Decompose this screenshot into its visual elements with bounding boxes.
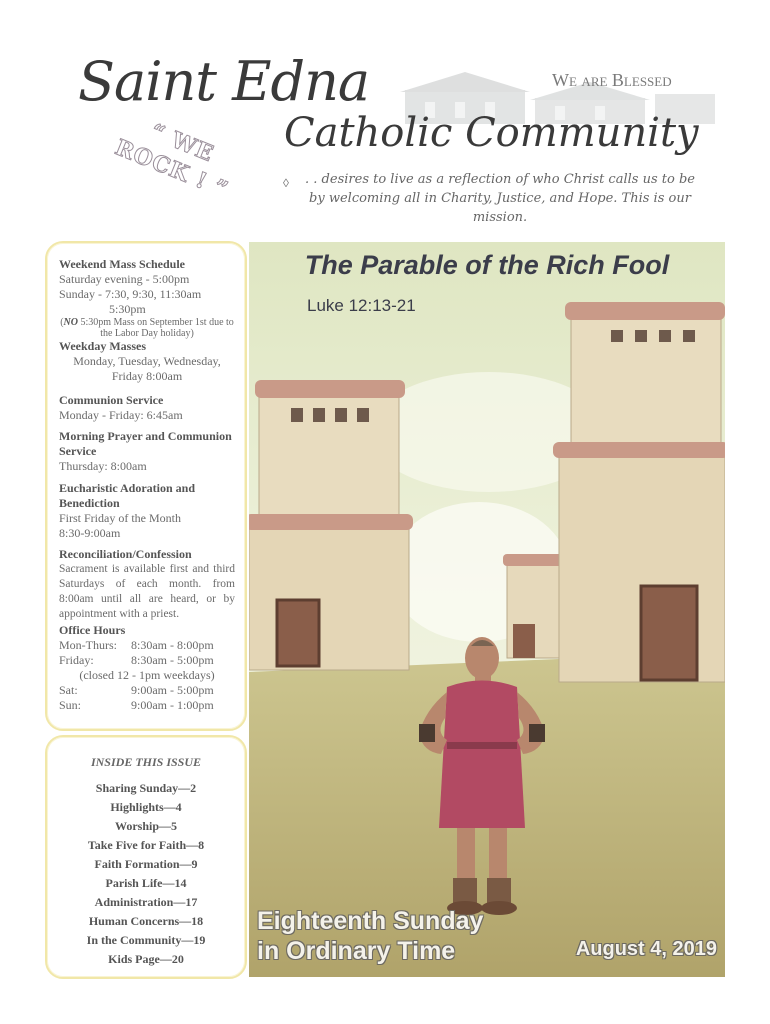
bulletin-date: August 4, 2019 <box>575 938 717 960</box>
adoration-section <box>59 481 235 541</box>
weekday-mass-heading: Weekday Masses <box>59 339 146 353</box>
office-time: 9:00am - 5:00pm <box>131 683 214 697</box>
tagline-we-are-blessed: We are Blessed <box>552 70 672 90</box>
cover-illustration <box>249 242 725 977</box>
reconciliation-text: Sacrament is available first and third Saturdays of each month. from 8:00am until all are heard, or by appointment with a priest. <box>59 563 235 620</box>
inside-this-issue-heading: INSIDE THIS ISSUE <box>90 755 202 769</box>
diamond-bullet-icon: ◊ <box>283 176 289 190</box>
sunday-title-line2: in Ordinary Time <box>257 937 456 965</box>
issue-list <box>47 779 245 969</box>
holiday-note: (NO 5:30pm Mass on September 1st due to the Labor Day holiday) <box>60 317 234 339</box>
mass-schedule-box <box>45 241 247 731</box>
holiday-note-no: NO <box>63 317 78 328</box>
issue-item: Administration—17 <box>94 895 198 909</box>
adoration-time: 8:30-9:00am <box>59 526 121 540</box>
left-tower <box>249 380 413 670</box>
morning-prayer-section <box>59 429 235 474</box>
parish-title-line2: Catholic Community <box>284 110 699 156</box>
issue-item: In the Community—19 <box>86 933 206 947</box>
office-hours-row <box>59 638 235 653</box>
office-hours-row <box>59 668 235 683</box>
office-time: (closed 12 - 1pm weekdays) <box>79 668 215 682</box>
office-time: 8:30am - 8:00pm <box>131 638 214 652</box>
right-tower <box>553 302 725 682</box>
issue-item: Faith Formation—9 <box>94 857 198 871</box>
issue-item: Take Five for Faith—8 <box>87 838 205 852</box>
rich-fool-artwork <box>249 242 725 977</box>
issue-item: Human Concerns—18 <box>88 914 204 928</box>
morning-prayer-time: Thursday: 8:00am <box>59 459 147 473</box>
issue-item: Worship—5 <box>114 819 177 833</box>
sunday-title-line1: Eighteenth Sunday <box>257 907 484 935</box>
communion-section <box>59 393 235 423</box>
mission-statement: . . desires to live as a reflection of who Christ calls us to be by welcoming all in Charity, Justice, and Hope. This is our mission. <box>305 172 695 225</box>
issue-item: Parish Life—14 <box>105 876 187 890</box>
weekend-sunday: Sunday - 7:30, 9:30, 11:30am <box>59 287 202 301</box>
weekend-mass-section <box>59 257 235 384</box>
inside-this-issue-box <box>45 735 247 979</box>
communion-heading: Communion Service <box>59 393 164 407</box>
office-time: 8:30am - 5:00pm <box>131 653 214 667</box>
reconciliation-heading: Reconciliation/Confession <box>59 547 192 561</box>
office-hours-row <box>59 698 235 713</box>
office-hours-row <box>59 683 235 698</box>
cover-title: The Parable of the Rich Fool <box>304 250 670 280</box>
office-hours-heading: Office Hours <box>59 623 126 637</box>
office-day: Sun: <box>59 698 82 712</box>
weekday-mass-times: Monday, Tuesday, Wednesday, Friday 8:00am <box>73 354 221 383</box>
weekend-mass-heading: Weekend Mass Schedule <box>59 257 186 271</box>
issue-item: Highlights—4 <box>110 800 182 814</box>
office-day: Friday: <box>59 653 94 667</box>
communion-time: Monday - Friday: 6:45am <box>59 408 183 422</box>
office-time: 9:00am - 1:00pm <box>131 698 214 712</box>
adoration-heading: Eucharistic Adoration and Benediction <box>59 481 196 510</box>
liturgical-sunday-title <box>257 906 557 966</box>
issue-item: Kids Page—20 <box>108 952 184 966</box>
holiday-note-text: 5:30pm Mass on September 1st due to the Labor Day holiday) <box>77 317 234 339</box>
scripture-reference: Luke 12:13-21 <box>307 296 416 315</box>
we-rock-stamp: “ WE ROCK ! ” <box>111 118 233 204</box>
issue-item: Sharing Sunday—2 <box>95 781 197 795</box>
office-day: Mon-Thurs: <box>59 638 117 652</box>
reconciliation-section <box>59 547 235 622</box>
weekend-sunday-evening: 5:30pm <box>109 302 146 316</box>
weekend-saturday: Saturday evening - 5:00pm <box>59 272 190 286</box>
office-day: Sat: <box>59 683 78 697</box>
office-hours-row <box>59 653 235 668</box>
parish-title-line1: Saint Edna <box>78 50 370 113</box>
morning-prayer-heading: Morning Prayer and Communion Service <box>59 429 232 458</box>
adoration-day: First Friday of the Month <box>59 511 181 525</box>
office-hours-section <box>59 623 235 713</box>
